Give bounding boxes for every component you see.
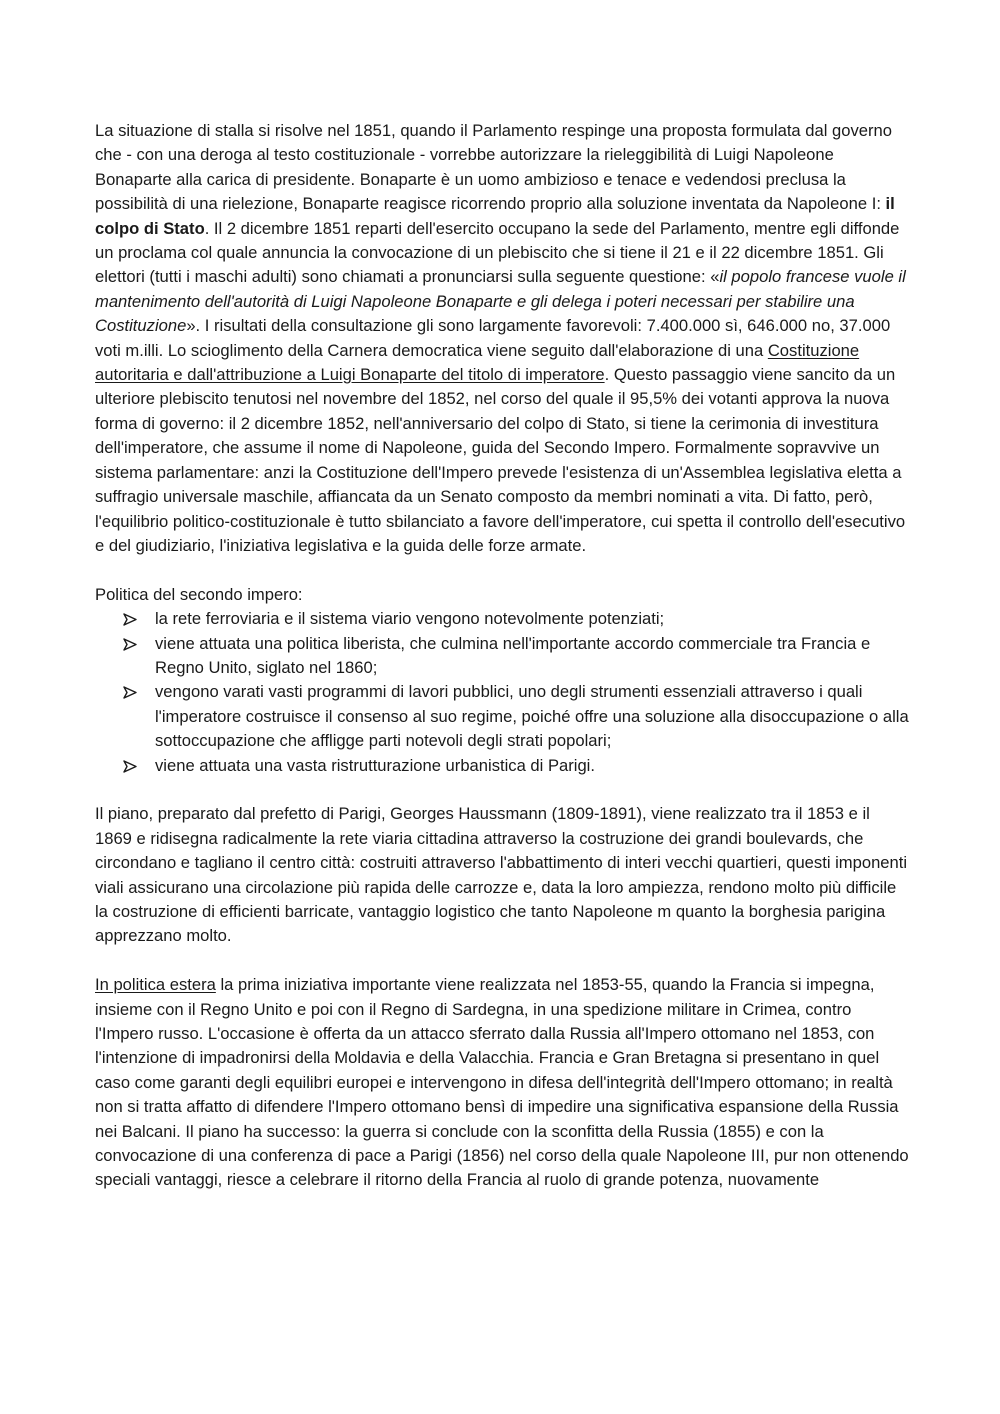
paragraph-text: ». I risultati della consultazione gli sono largamente favorevoli: 7.400.000 sì, 646.000 no, 37.000 voti m.illi. Lo scioglimento della Carnera democratica viene seguito dall'elaborazione di una — [95, 316, 891, 360]
paragraph-text: . Il 2 dicembre 1851 reparti dell'esercito occupano la sede del Parlamento, mentre egli diffonde un proclama col quale annuncia la convocazione di un plebiscito che si tiene il 21 e il 22 dicembre 1851. Gli elettori (tutti i maschi adulti) sono chiamati a pronunciarsi sulla seguente questione: « — [95, 218, 900, 287]
paragraph-spacer — [95, 949, 910, 973]
bullet-list — [95, 607, 910, 778]
list-item — [155, 754, 910, 778]
paragraph-politica-estera — [95, 973, 910, 1193]
list-item-text: viene attuata una vasta ristrutturazione urbanistica di Parigi. — [155, 755, 595, 775]
list-item — [155, 632, 910, 681]
arrow-bullet-icon — [123, 680, 143, 704]
arrow-bullet-icon — [123, 607, 143, 631]
arrow-bullet-icon — [123, 754, 143, 778]
document-body — [95, 119, 910, 1193]
list-item-text: viene attuata una politica liberista, che culmina nell'importante accordo commerciale tra Francia e Regno Unito, siglato nel 1860; — [155, 633, 871, 677]
paragraph-colpo-di-stato — [95, 119, 910, 558]
bold-text: il colpo di Stato — [95, 194, 895, 238]
underlined-text: In politica estera — [95, 975, 216, 995]
paragraph-text: la prima iniziativa importante viene realizzata nel 1853-55, quando la Francia si impegna, insieme con il Regno Unito e poi con il Regno di Sardegna, in una spedizione militare in Crimea, contro l'Impero russo. L'occasione è offerta da un attacco sferrato dalla Russia all'Impero ottomano nel 1853, con l'intenzione di impadronirsi della Moldavia e della Valacchia. Francia e Gran Bretagna si presentano in quel caso come garanti degli equilibri europei e intervengono in difesa dell'integrità dell'Impero ottomano; in realtà non si tratta affatto di difendere l'Impero ottomano bensì di impedire una significativa espansione della Russia nei Balcani. Il piano ha successo: la guerra si conclude con la sconfitta della Russia (1855) e con la convocazione di una conferenza di pace a Parigi (1856) nel corso della quale Napoleone III, pur non ottenendo speciali vantaggi, riesce a celebrare il ritorno della Francia al ruolo di grande potenza, nuovamente — [95, 975, 909, 1190]
list-item-text: la rete ferroviaria e il sistema viario vengono notevolmente potenziati; — [155, 609, 665, 629]
italic-quote: il popolo francese vuole il mantenimento dell'autorità di Luigi Napoleone Bonaparte e gli delega i poteri necessari per stabilire una Costituzione — [95, 267, 906, 336]
list-intro: Politica del secondo impero: — [95, 584, 303, 604]
underlined-text: Costituzione autoritaria e dall'attribuzione a Luigi Bonaparte del titolo di imperatore — [95, 340, 860, 385]
list-item — [155, 607, 910, 631]
paragraph-text: . Questo passaggio viene sancito da un ulteriore plebiscito tenutosi nel novembre del 1852, nel corso del quale il 95,5% dei votanti approva la nuova forma di governo: il 2 dicembre 1852, nell'anniversario del colpo di Stato, si tiene la cerimonia di investitura dell'imperatore, che assume il nome di Napoleone, guida del Secondo Impero. Formalmente sopravvive un sistema parlamentare: anzi la Costituzione dell'Impero prevede l'esistenza di un'Assemblea legislativa eletta a suffragio universale maschile, affiancata da un Senato composto da membri nominati a vita. Di fatto, però, l'equilibrio politico-costituzionale è tutto sbilanciato a favore dell'imperatore, cui spetta il controllo dell'esecutivo e del giudiziario, l'iniziativa legislativa e la guida delle forze armate. — [95, 365, 906, 555]
paragraph-text: La situazione di stalla si risolve nel 1851, quando il Parlamento respinge una proposta formulata dal governo che - con una deroga al testo costituzionale - vorrebbe autorizzare la rieleggibilità di Luigi Napoleone Bonaparte alla carica di presidente. Bonaparte è un uomo ambizioso e tenace e vedendosi preclusa la possibilità di una rielezione, Bonaparte reagisce ricorrendo proprio alla soluzione inventata da Napoleone I: — [95, 121, 892, 214]
arrow-bullet-icon — [123, 632, 143, 656]
paragraph-spacer — [95, 558, 910, 582]
paragraph-spacer — [95, 778, 910, 802]
list-item — [155, 680, 910, 753]
list-item-text: vengono varati vasti programmi di lavori pubblici, uno degli strumenti essenziali attraverso i quali l'imperatore costruisce il consenso al suo regime, poiché offre una soluzione alla disoccupazione o alla sottoccupazione che affligge parti notevoli degli strati popolari; — [155, 682, 909, 751]
paragraph-haussmann: Il piano, preparato dal prefetto di Parigi, Georges Haussmann (1809-1891), viene realizzato tra il 1853 e il 1869 e ridisegna radicalmente la rete viaria cittadina attraverso la costruzione dei grandi boulevards, che circondano e tagliano il centro città: costruiti attraverso l'abbattimento di interi vecchi quartieri, questi imponenti viali assicurano una circolazione più rapida delle carrozze e, data la loro ampiezza, rendono molto più difficile la costruzione di efficienti barricate, vantaggio logistico che tanto Napoleone m quanto la borghesia parigina apprezzano molto. — [95, 804, 908, 946]
